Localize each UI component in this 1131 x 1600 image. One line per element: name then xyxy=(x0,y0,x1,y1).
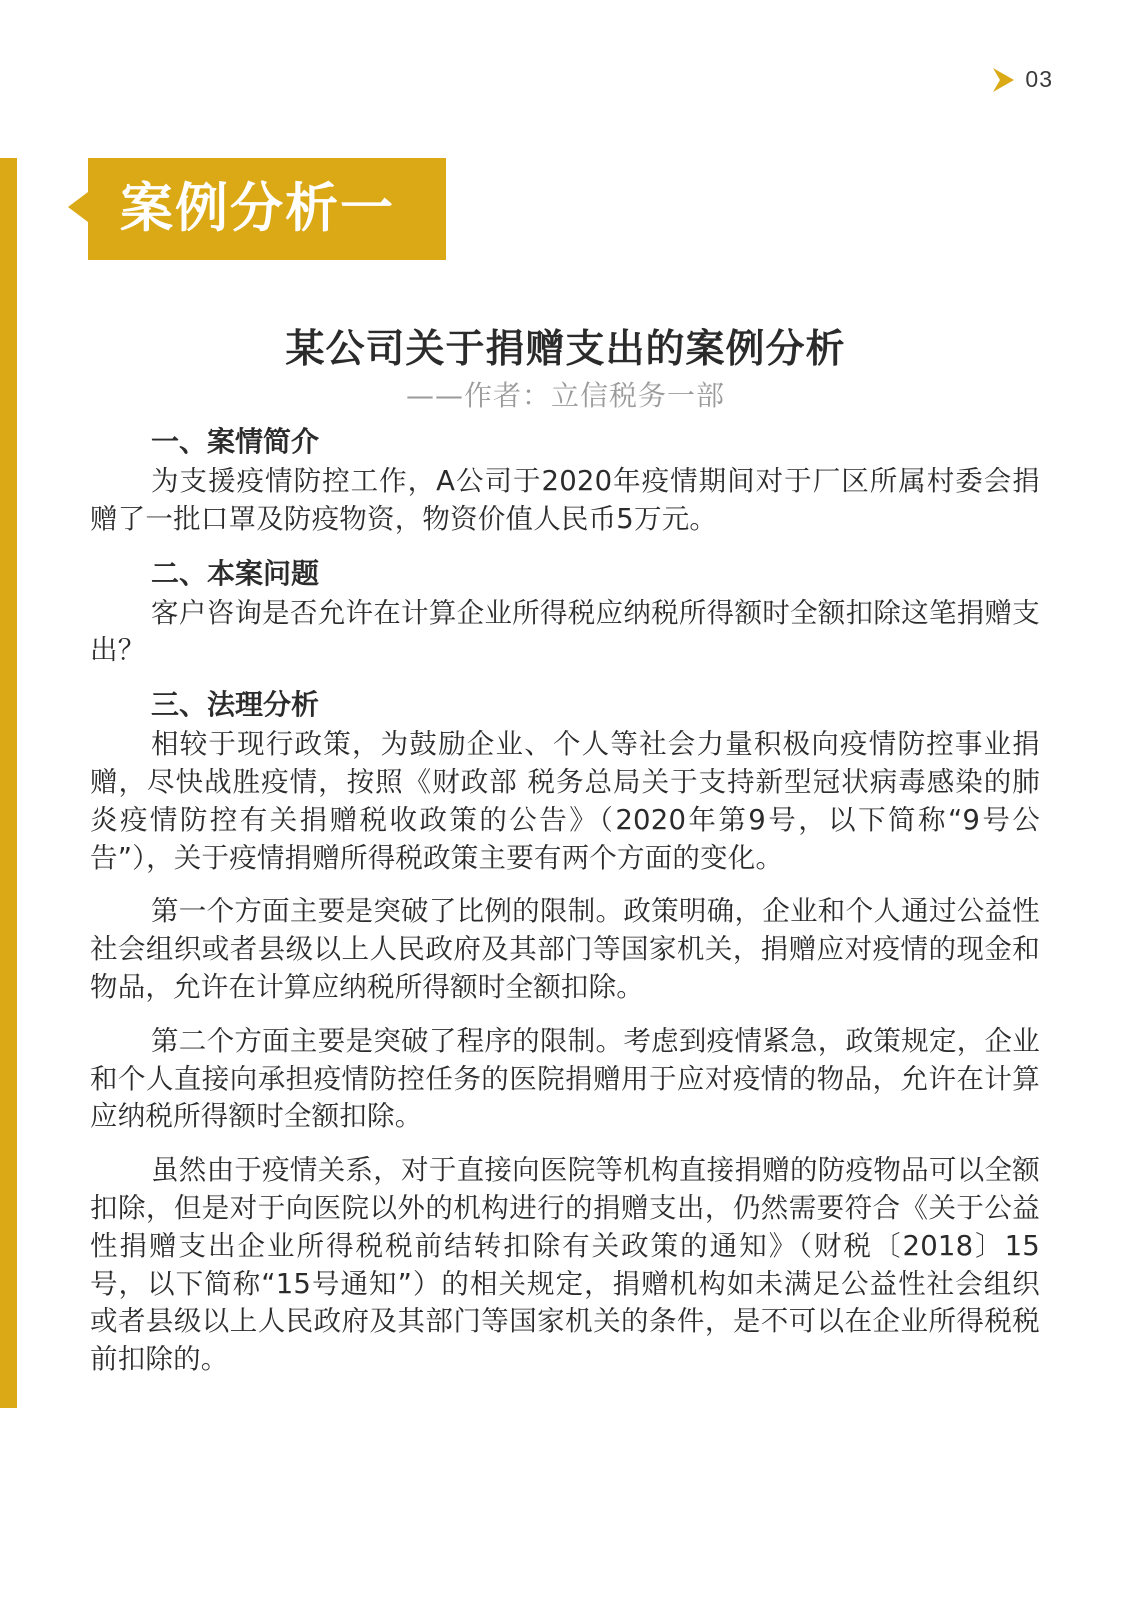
paragraph: 客户咨询是否允许在计算企业所得税应纳税所得额时全额扣除这笔捐赠支出？ xyxy=(90,596,1040,667)
section-tag xyxy=(88,158,446,260)
article-byline: ——作者：立信税务一部 xyxy=(405,379,725,412)
article-body xyxy=(90,423,1040,1395)
paragraph: 虽然由于疫情关系，对于直接向医院等机构直接捐赠的防疫物品可以全额扣除，但是对于向医院以外的机构进行的捐赠支出，仍然需要符合《关于公益性捐赠支出企业所得税税前结转扣除有关政策的通知》（财税〔2018〕15号，以下简称“15号通知”）的相关规定，捐赠机构如未满足公益性社会组织或者县级以上人民政府及其部门等国家机关的条件，是不可以在企业所得税税前扣除的。 xyxy=(90,1154,1040,1376)
section-heading: 三、法理分析 xyxy=(151,688,320,722)
page-number xyxy=(991,66,1053,93)
article-title: 某公司关于捐赠支出的案例分析 xyxy=(285,327,846,372)
page-number-text: 03 xyxy=(1025,66,1053,92)
section-heading: 二、本案问题 xyxy=(151,556,320,590)
paragraph: 相较于现行政策，为鼓励企业、个人等社会力量积极向疫情防控事业捐赠，尽快战胜疫情，按照《财政部 税务总局关于支持新型冠状病毒感染的肺炎疫情防控有关捐赠税收政策的公告》（2020年第9号，以下简称“9号公告”），关于疫情捐赠所得税政策主要有两个方面的变化。 xyxy=(90,728,1040,874)
section-tag-label: 案例分析一 xyxy=(120,178,395,239)
paragraph: 第一个方面主要是突破了比例的限制。政策明确，企业和个人通过公益性社会组织或者县级以上人民政府及其部门等国家机关，捐赠应对疫情的现金和物品，允许在计算应纳税所得额时全额扣除。 xyxy=(90,895,1040,1003)
paragraph: 第二个方面主要是突破了程序的限制。考虑到疫情紧急，政策规定，企业和个人直接向承担疫情防控任务的医院捐赠用于应对疫情的物品，允许在计算应纳税所得额时全额扣除。 xyxy=(90,1024,1040,1133)
chevron-right-icon xyxy=(991,67,1015,93)
section-heading: 一、案情简介 xyxy=(151,425,320,458)
paragraph: 为支援疫情防控工作，A公司于2020年疫情期间对于厂区所属村委会捐赠了一批口罩及防疫物资，物资价值人民币5万元。 xyxy=(90,465,1040,535)
